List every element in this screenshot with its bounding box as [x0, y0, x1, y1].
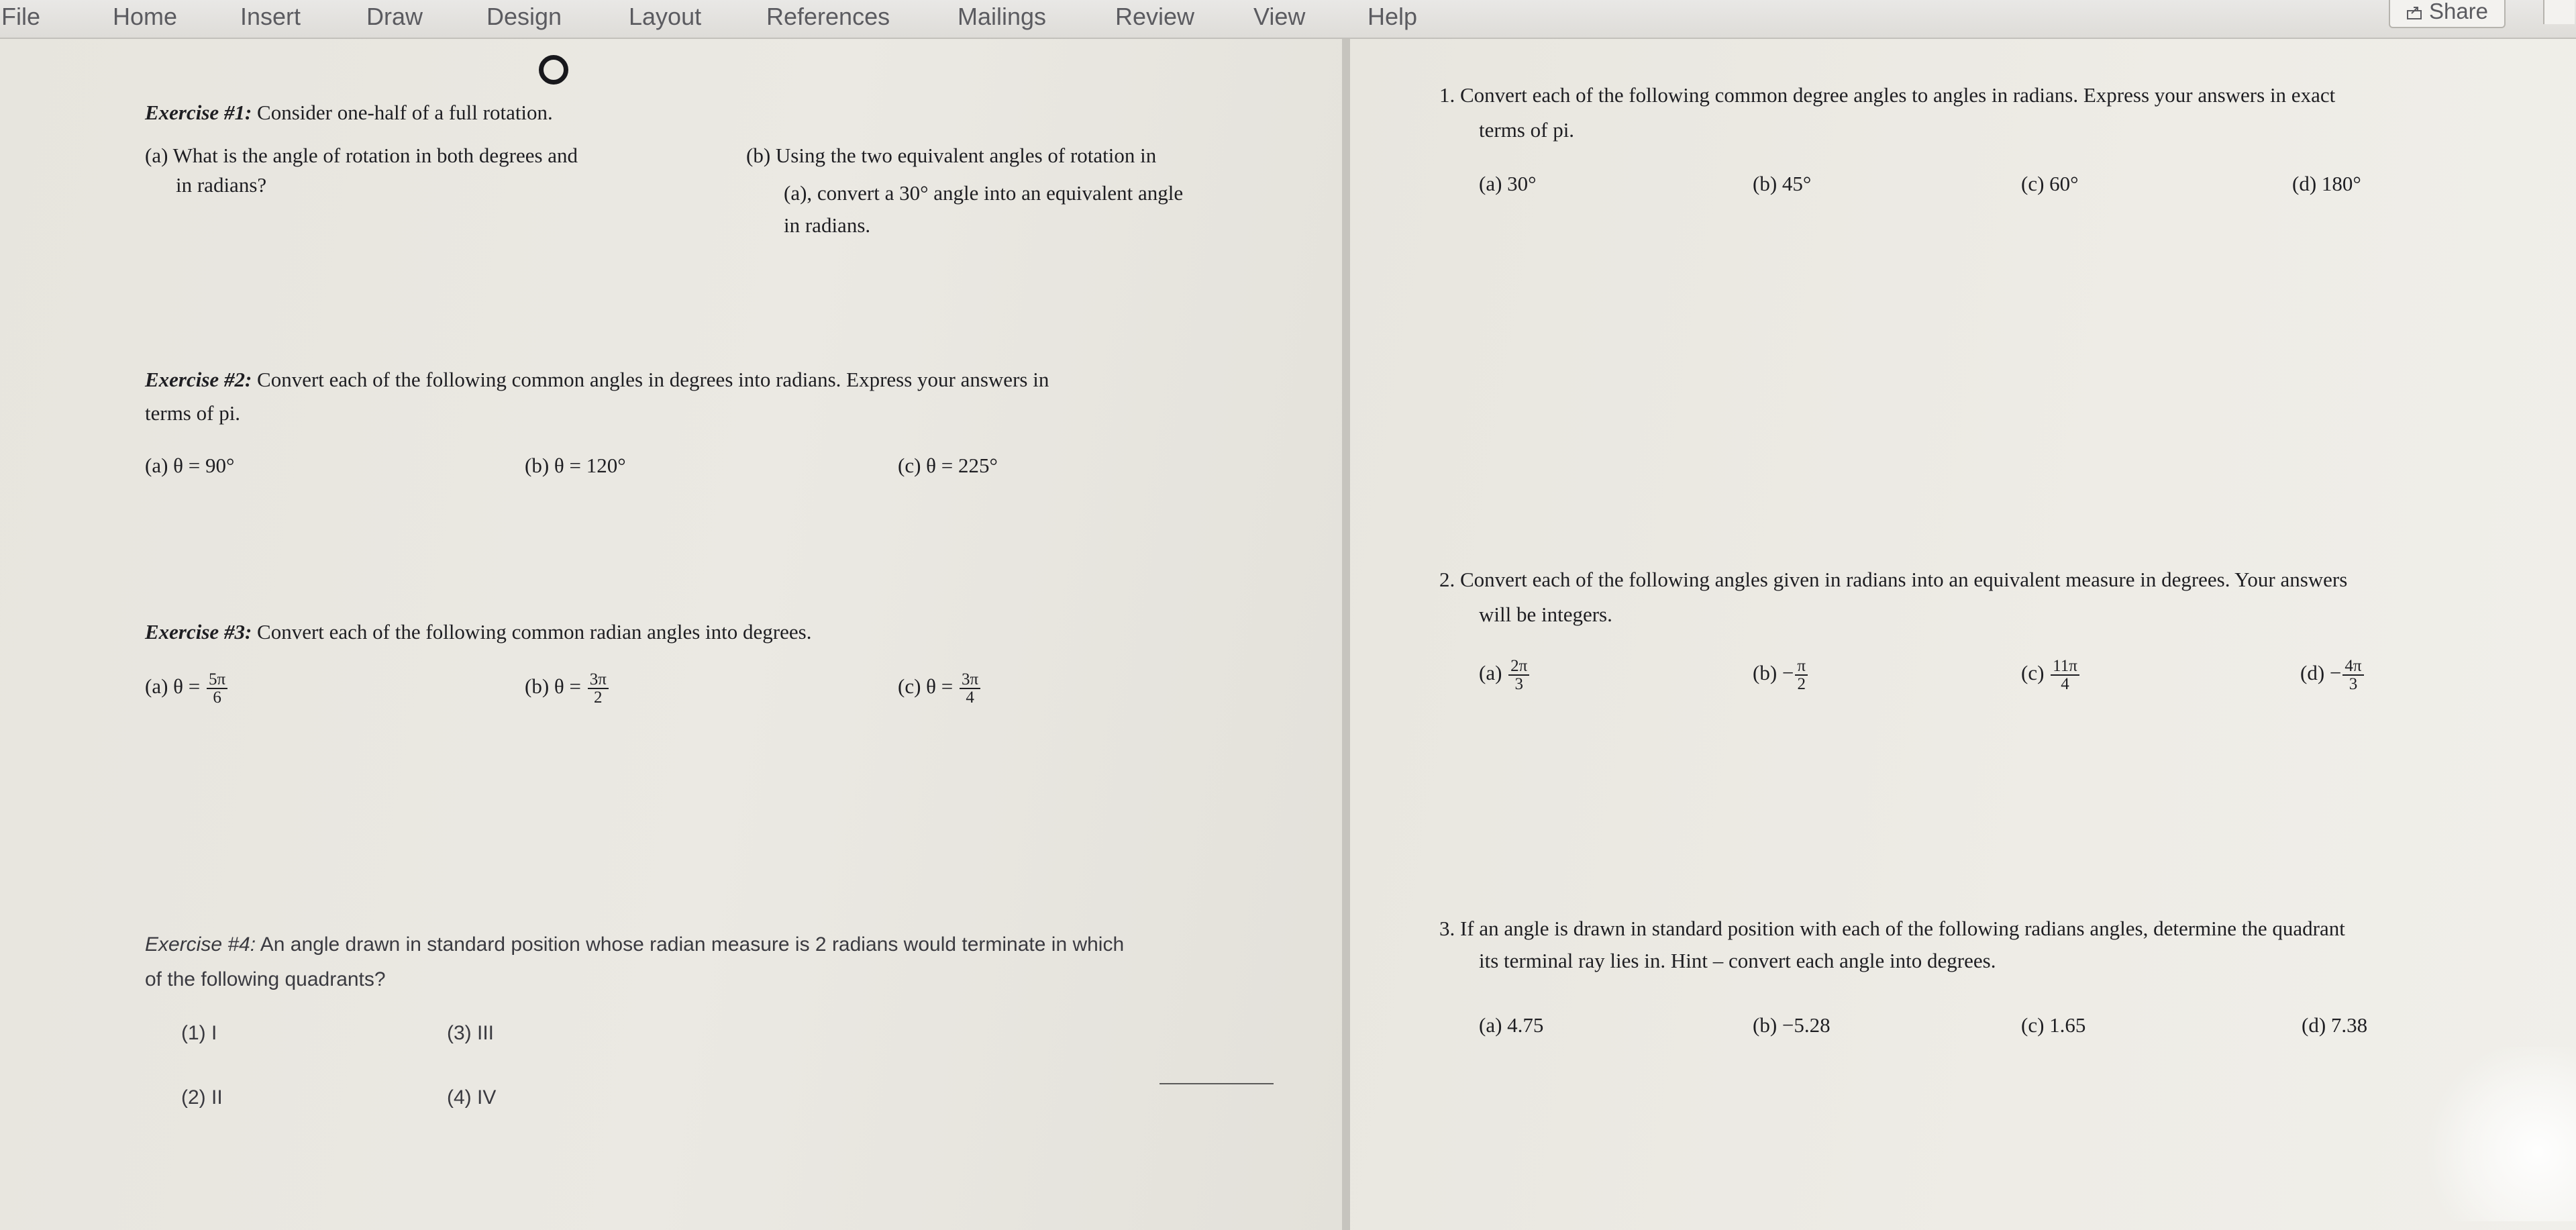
ex1-prompt: Consider one-half of a full rotation. — [257, 101, 553, 124]
tab-layout[interactable]: Layout — [629, 3, 702, 30]
ex4-option-1: (1) I — [181, 1022, 217, 1044]
ex1-b-line3: in radians. — [784, 213, 871, 237]
fraction-denominator: 2 — [594, 688, 603, 707]
ex3-item-c-fraction — [960, 671, 980, 706]
fraction-numerator: π — [1795, 658, 1808, 676]
q2-item-a-label: (a) — [1479, 661, 1502, 685]
fraction-denominator: 3 — [2349, 675, 2358, 693]
fraction-denominator: 3 — [1514, 675, 1523, 693]
fraction-denominator: 4 — [2061, 675, 2069, 693]
ex4-option-4: (4) IV — [447, 1086, 497, 1109]
q2-item-d-fraction — [2342, 658, 2363, 693]
ex4-heading — [145, 933, 1124, 957]
tab-file[interactable]: File — [1, 3, 41, 30]
ex1-b-line1: (b) Using the two equivalent angles of rotation in — [746, 144, 1157, 167]
ex2-line1: Convert each of the following common angles in degrees into radians. Express your answers in — [257, 368, 1049, 391]
ex4-line2: of the following quadrants? — [145, 968, 386, 990]
ex1-a-line2: in radians? — [176, 173, 267, 197]
tab-view[interactable]: View — [1253, 3, 1306, 30]
fraction-numerator: 3π — [960, 671, 980, 689]
ex3-item-b — [525, 671, 610, 706]
q2-item-d — [2300, 658, 2365, 693]
q2-item-b-fraction — [1795, 658, 1808, 693]
q2-item-c-label: (c) — [2021, 661, 2045, 685]
ex1-heading — [145, 101, 553, 125]
q1-item-c: (c) 60° — [2021, 172, 2079, 195]
answer-blank-line — [1160, 1083, 1274, 1084]
q3-item-c: (c) 1.65 — [2021, 1013, 2086, 1037]
ex4-option-2: (2) II — [181, 1086, 223, 1109]
q2-item-a-fraction — [1508, 658, 1529, 693]
ex3-item-c-label: (c) θ = — [898, 674, 954, 699]
q2-line2: will be integers. — [1479, 603, 1612, 626]
fraction-denominator: 6 — [213, 688, 221, 707]
fraction-numerator: 2π — [1508, 658, 1529, 676]
ex1-title: Exercise #1: — [145, 101, 252, 124]
q2-item-b — [1753, 658, 1809, 693]
cursor-circle-icon — [539, 55, 568, 85]
q3-line2: its terminal ray lies in. Hint – convert each angle into degrees. — [1479, 949, 1996, 972]
q3-item-a: (a) 4.75 — [1479, 1013, 1544, 1037]
fraction-numerator: 5π — [207, 671, 227, 689]
fraction-denominator: 2 — [1797, 675, 1806, 693]
ribbon — [0, 0, 2576, 39]
ex2-item-a: (a) θ = 90° — [145, 454, 235, 477]
q2-item-c — [2021, 658, 2081, 693]
ex3-item-a-fraction — [207, 671, 227, 706]
q2-item-d-sign: − — [2329, 661, 2342, 685]
ex4-option-3: (3) III — [447, 1022, 495, 1044]
ex3-item-b-label: (b) θ = — [525, 674, 581, 699]
ex2-item-c: (c) θ = 225° — [898, 454, 998, 477]
ex3-prompt: Convert each of the following common radian angles into degrees. — [257, 620, 812, 644]
tab-help[interactable]: Help — [1368, 3, 1418, 30]
ex4-title: Exercise #4: — [145, 933, 256, 956]
q1-line2: terms of pi. — [1479, 118, 1575, 142]
tab-mailings[interactable]: Mailings — [958, 3, 1047, 30]
ex1-b-line2: (a), convert a 30° angle into an equivalent angle — [784, 181, 1184, 205]
q3-line1: 3. If an angle is drawn in standard position with each of the following radians angles, determine the quadrant — [1439, 917, 2345, 940]
ex4-line1: An angle drawn in standard position whose radian measure is 2 radians would terminate in which — [260, 933, 1125, 956]
q2-item-a — [1479, 658, 1531, 693]
tab-draw[interactable]: Draw — [366, 3, 423, 30]
ex2-heading — [145, 368, 1049, 392]
ex3-heading — [145, 620, 811, 644]
q1-item-b: (b) 45° — [1753, 172, 1812, 195]
q2-item-b-sign: − — [1782, 661, 1794, 685]
tab-review[interactable]: Review — [1115, 3, 1195, 30]
q2-item-b-label: (b) — [1753, 661, 1778, 685]
ex3-item-b-fraction — [588, 671, 609, 706]
q2-item-d-label: (d) — [2300, 661, 2325, 685]
ex3-item-a — [145, 671, 229, 706]
ex2-line2: terms of pi. — [145, 401, 241, 425]
tab-insert[interactable]: Insert — [240, 3, 301, 30]
tab-references[interactable]: References — [766, 3, 890, 30]
fraction-numerator: 3π — [588, 671, 609, 689]
fraction-numerator: 4π — [2342, 658, 2363, 676]
fraction-denominator: 4 — [966, 688, 974, 707]
tab-design[interactable]: Design — [486, 3, 562, 30]
q2-line1: 2. Convert each of the following angles given in radians into an equivalent measure in degrees. Your answers — [1439, 568, 2348, 591]
ex3-item-a-label: (a) θ = — [145, 674, 201, 699]
ex2-item-b: (b) θ = 120° — [525, 454, 626, 477]
q3-item-d: (d) 7.38 — [2302, 1013, 2368, 1037]
share-label: Share — [2428, 0, 2489, 23]
tab-home[interactable]: Home — [113, 3, 178, 30]
ex3-title: Exercise #3: — [145, 620, 252, 644]
comments-button[interactable] — [2543, 0, 2575, 24]
q1-item-d: (d) 180° — [2292, 172, 2361, 195]
page-gutter — [1342, 39, 1350, 1230]
q2-item-c-fraction — [2051, 658, 2079, 693]
ex2-title: Exercise #2: — [145, 368, 252, 391]
fraction-numerator: 11π — [2051, 658, 2079, 676]
q1-line1: 1. Convert each of the following common degree angles to angles in radians. Express your answers in exact — [1439, 83, 2336, 107]
q3-item-b: (b) −5.28 — [1753, 1013, 1831, 1037]
screen-glare — [2416, 1047, 2576, 1221]
q1-item-a: (a) 30° — [1479, 172, 1537, 195]
right-page — [1350, 39, 2576, 1230]
share-button[interactable] — [2389, 0, 2506, 28]
share-icon — [2406, 5, 2424, 20]
ex3-item-c — [898, 671, 982, 706]
ex1-a-line1: (a) What is the angle of rotation in both degrees and — [145, 144, 578, 167]
